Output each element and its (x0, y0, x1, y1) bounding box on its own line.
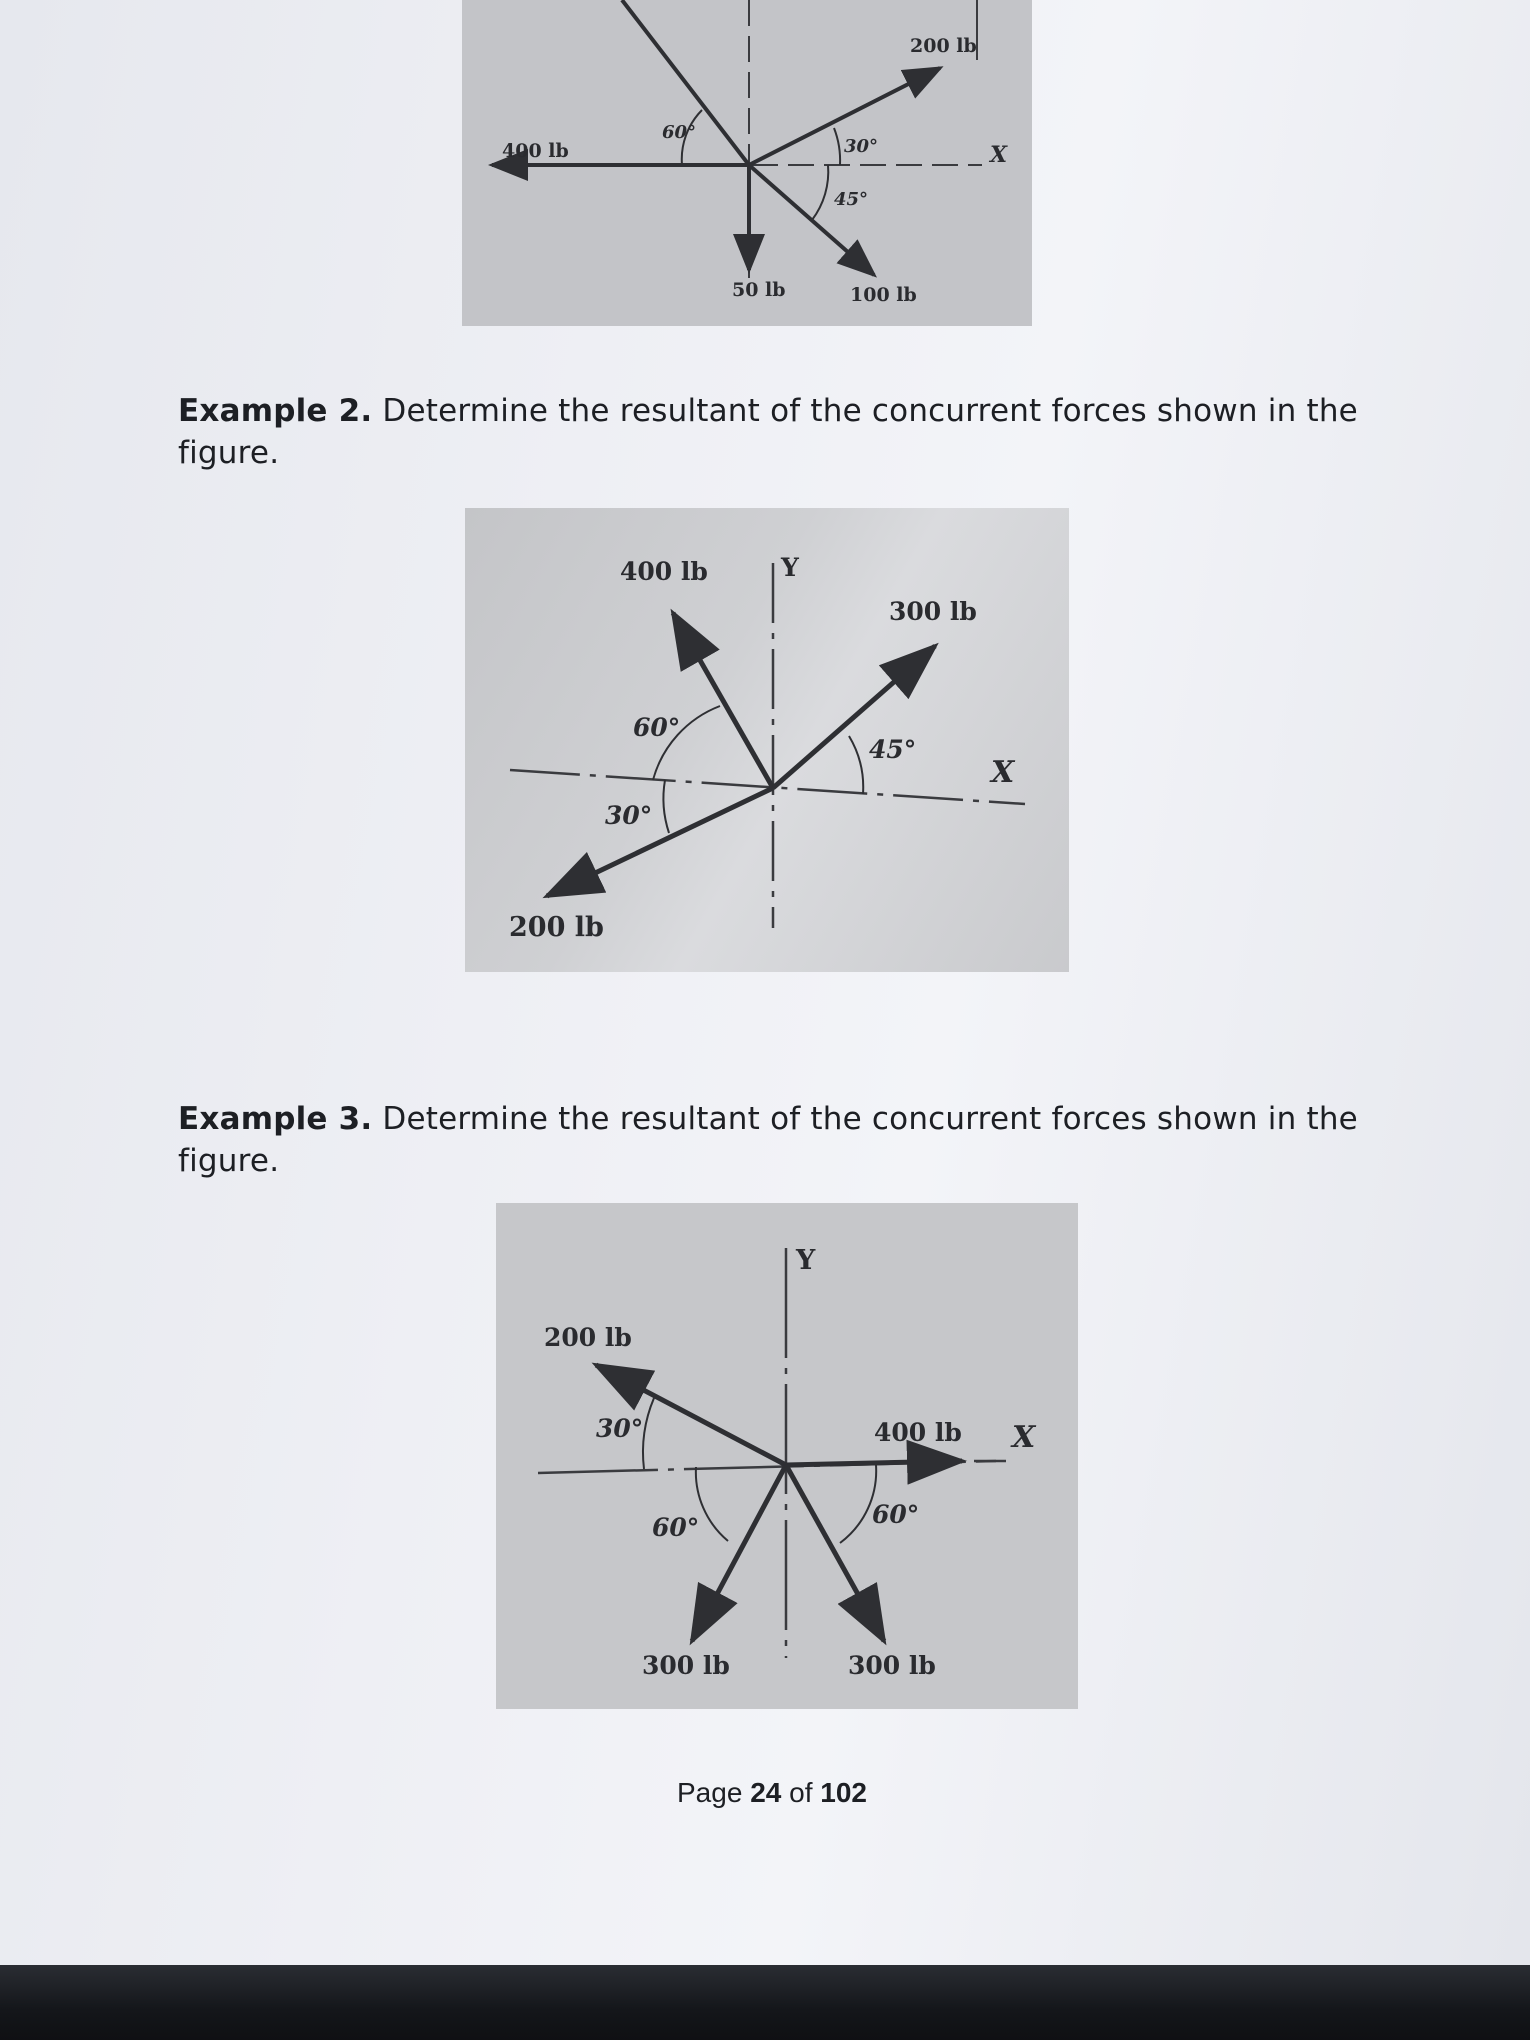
force-arrow (786, 1461, 962, 1465)
angle-arc (812, 165, 828, 220)
example-question: Determine the resultant of the concurrent forces shown in the figure. (178, 393, 1358, 471)
angle-arc (834, 128, 840, 165)
force-label: 100 lb (850, 284, 917, 306)
angle-label: 30° (596, 1414, 644, 1443)
of-word: of (789, 1777, 813, 1808)
angle-arc (663, 780, 669, 833)
angle-arc (643, 1398, 654, 1469)
force-arrow (692, 1465, 786, 1641)
angle-arc (696, 1467, 728, 1541)
example-question: Determine the resultant of the concurrent forces shown in the figure. (178, 1101, 1358, 1179)
page-number: 24 (750, 1777, 782, 1808)
example-label: Example 2. (178, 393, 373, 429)
force-arrow (749, 165, 874, 275)
example-3-text (178, 1098, 1398, 1182)
figure-2 (465, 508, 1069, 972)
axis-label: Y (781, 553, 799, 582)
angle-label: 30° (605, 801, 653, 830)
axis-label: Y (796, 1245, 816, 1276)
angle-label: 60° (662, 122, 697, 143)
force-label: 400 lb (874, 1418, 962, 1447)
axis-label: X (1012, 1420, 1036, 1455)
example-2-text (178, 390, 1398, 474)
angle-label: 60° (652, 1513, 700, 1542)
force-arrow (673, 613, 773, 788)
axis-label: X (990, 142, 1008, 168)
example-label: Example 3. (178, 1101, 373, 1137)
angle-label: 60° (633, 713, 681, 742)
axis-label: X (991, 755, 1015, 790)
force-arrow (786, 1465, 884, 1641)
force-label: 200 lb (509, 912, 604, 943)
total-pages: 102 (820, 1777, 867, 1808)
angle-arc (849, 736, 863, 794)
page-word: Page (677, 1777, 743, 1808)
force-label: 400 lb (620, 557, 708, 586)
force-label: 400 lb (502, 140, 569, 162)
angle-arc (840, 1465, 876, 1543)
angle-label: 45° (834, 189, 869, 210)
angle-label: 30° (844, 136, 879, 157)
force-label: 300 lb (848, 1651, 936, 1680)
force-label: 200 lb (910, 35, 977, 57)
page-number-footer (677, 1777, 867, 1809)
force-arrow (773, 646, 935, 788)
figure-1 (462, 0, 1032, 326)
force-arrow (547, 788, 773, 896)
force-label: 200 lb (544, 1323, 632, 1352)
force-label: 50 lb (732, 279, 786, 301)
force-label: 300 lb (642, 1651, 730, 1680)
figure-3 (496, 1203, 1078, 1709)
angle-label: 60° (872, 1500, 920, 1529)
force-label: 300 lb (889, 597, 977, 626)
background-surface (0, 1965, 1530, 2040)
angle-label: 45° (869, 735, 917, 764)
